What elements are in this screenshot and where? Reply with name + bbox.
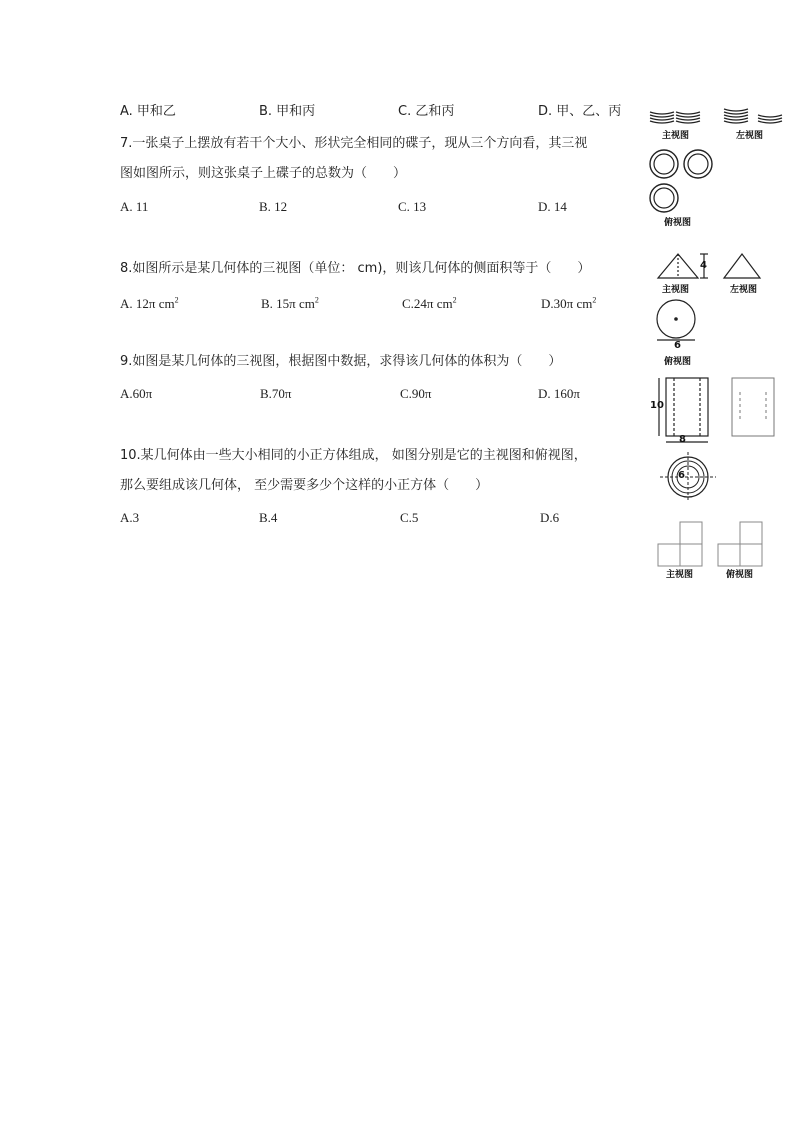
q9-front-view: [659, 378, 708, 442]
q7-option-d: D. 14: [538, 199, 567, 214]
q7-front-view-plates: [650, 112, 700, 123]
q8-diameter-label: 6: [674, 340, 681, 351]
q8-height-label: 4: [700, 260, 707, 271]
q8-option-a: A. 12π $cm^2$: [120, 295, 179, 311]
q7-top-view-circles: [650, 150, 712, 212]
q7-left-view-caption: 左视图: [736, 131, 764, 141]
q8-left-view-caption: 左视图: [730, 285, 758, 295]
q10-top-view-caption: 俯视图: [726, 570, 754, 580]
q8-option-b: B. 15π $cm^2$: [261, 295, 319, 311]
q9-height-label: 10: [650, 400, 664, 411]
q8-left-view-triangle: [724, 254, 760, 278]
q8-text: 8.如图所示是某几何体的三视图（单位： cm)，则该几何体的侧面积等于（ ）: [120, 261, 591, 276]
q9-option-a: A.60π: [120, 386, 153, 401]
q8-cone-figure: [652, 248, 772, 348]
q7-plates-figure: [646, 104, 794, 224]
q9-option-d: D. 160π: [538, 386, 580, 401]
q9-cylinder-figure: [650, 372, 780, 500]
q6-option-c: C. 乙和丙: [398, 104, 455, 119]
q8-option-c: C.24π $cm^2$: [402, 295, 457, 311]
q10-top-view-squares: [718, 522, 762, 566]
q6-option-a: A. 甲和乙: [120, 104, 176, 119]
q10-cubes-figure: [654, 518, 774, 570]
q10-option-d: D.6: [540, 510, 560, 525]
q10-text-line1: 10.某几何体由一些大小相同的小正方体组成， 如图分别是它的主视图和俯视图，: [120, 448, 587, 463]
q7-left-view-plates: [724, 109, 782, 123]
q9-width-label: 8: [679, 434, 686, 445]
q7-front-view-caption: 主视图: [662, 131, 690, 141]
q9-text: 9.如图是某几何体的三视图，根据图中数据，求得该几何体的体积为（ ）: [120, 354, 562, 369]
q10-option-b: B.4: [259, 510, 278, 525]
q10-option-a: A.3: [120, 510, 140, 525]
q8-top-view-circle: [657, 300, 695, 340]
q7-option-c: C. 13: [398, 199, 427, 214]
q7-text-line1: 7.一张桌子上摆放有若干个大小、形状完全相同的碟子，现从三个方向看，其三视: [120, 136, 588, 151]
q9-inner-label: 6: [678, 470, 685, 481]
q8-top-view-caption: 俯视图: [664, 357, 692, 367]
q9-top-view: [660, 452, 716, 500]
q8-front-view-caption: 主视图: [662, 285, 690, 295]
q9-side-view: [732, 378, 774, 436]
q10-front-view-caption: 主视图: [666, 570, 694, 580]
q9-option-b: B.70π: [260, 386, 292, 401]
q8-option-d: D.30π $cm^2$: [541, 295, 597, 311]
q10-option-c: C.5: [400, 510, 419, 525]
q10-text-line2: 那么要组成该几何体， 至少需要多少个这样的小正方体（ ）: [120, 478, 489, 493]
q9-option-c: C.90π: [400, 386, 432, 401]
q7-top-view-caption: 俯视图: [664, 218, 692, 228]
q6-option-d: D. 甲、乙、丙: [538, 104, 622, 119]
q7-option-a: A. 11: [120, 199, 149, 214]
q6-option-b: B. 甲和丙: [259, 104, 316, 119]
q7-option-b: B. 12: [259, 199, 288, 214]
q10-front-view-squares: [658, 522, 702, 566]
q7-text-line2: 图如图所示，则这张桌子上碟子的总数为（ ）: [120, 166, 407, 181]
